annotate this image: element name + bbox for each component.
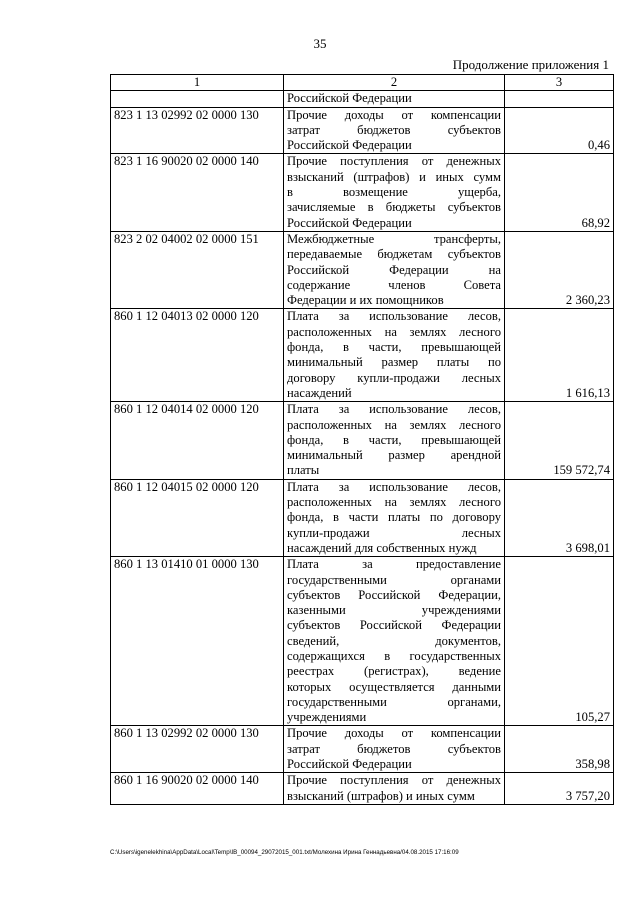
- description-line: субъектов Российской Федерации: [287, 618, 501, 633]
- description-line: Прочие поступления от денежных: [287, 154, 501, 169]
- budget-code-cell: 860 1 12 04013 02 0000 120: [111, 309, 284, 402]
- description-line: государственными органами,: [287, 694, 501, 709]
- table-header-row: [111, 75, 614, 91]
- description-line: Российской Федерации: [287, 138, 412, 153]
- description-line: Российской Федерации на: [287, 262, 501, 277]
- column-header-1: 1: [111, 75, 284, 91]
- description-line: учреждениями: [287, 710, 367, 725]
- description-line: в возмещение ущерба,: [287, 185, 501, 200]
- table-row: [111, 309, 614, 402]
- description-line: фонда, в части, превышающей: [287, 432, 501, 447]
- description-cell: [284, 726, 505, 773]
- amount-cell: 68,92: [505, 154, 614, 231]
- description-line: Прочие доходы от компенсации: [287, 107, 501, 122]
- description-line: затрат бюджетов субъектов: [287, 122, 501, 137]
- description-line: казенными учреждениями: [287, 603, 501, 618]
- description-line: сведений, документов,: [287, 633, 501, 648]
- budget-code-cell: 860 1 12 04015 02 0000 120: [111, 479, 284, 556]
- description-cell: [284, 309, 505, 402]
- page-number: 35: [313, 36, 327, 51]
- description-line: Российской Федерации: [287, 757, 412, 772]
- description-line: договору купли-продажи лесных: [287, 370, 501, 385]
- description-line: Плата за предоставление: [287, 557, 501, 572]
- amount-cell: 159 572,74: [505, 402, 614, 479]
- description-cell: [284, 107, 505, 154]
- budget-code-cell: 860 1 13 01410 01 0000 130: [111, 557, 284, 726]
- description-cell: [284, 231, 505, 308]
- description-line: государственными органами: [287, 572, 501, 587]
- budget-code-cell: 860 1 13 02992 02 0000 130: [111, 726, 284, 773]
- description-line: платы: [287, 463, 320, 478]
- description-line: расположенных на землях лесного: [287, 324, 501, 339]
- table-row: [111, 107, 614, 154]
- table-row: [111, 231, 614, 308]
- continuation-label: Продолжение приложения 1: [452, 57, 609, 72]
- description-line: зачисляемые в бюджеты субъектов: [287, 200, 501, 215]
- table-row: [111, 402, 614, 479]
- amount-cell: 0,46: [505, 107, 614, 154]
- description-line: Федерации и их помощников: [287, 293, 444, 308]
- budget-code-cell: 823 1 13 02992 02 0000 130: [111, 107, 284, 154]
- description-line: которых осуществляется данными: [287, 679, 501, 694]
- description-line: субъектов Российской Федерации,: [287, 587, 501, 602]
- description-line: минимальный размер арендной: [287, 448, 501, 463]
- table-row: [111, 479, 614, 556]
- table-row: [111, 154, 614, 231]
- description-line: Плата за использование лесов,: [287, 479, 501, 494]
- carry-over-amount: [505, 91, 614, 107]
- description-line: насаждений: [287, 385, 352, 400]
- description-line: расположенных на землях лесного: [287, 495, 501, 510]
- description-line: передаваемые бюджетам субъектов: [287, 247, 501, 262]
- description-line: купли-продажи лесных: [287, 525, 501, 540]
- description-line: Прочие поступления от денежных: [287, 773, 501, 788]
- description-line: затрат бюджетов субъектов: [287, 741, 501, 756]
- description-cell: [284, 773, 505, 805]
- description-line: Плата за использование лесов,: [287, 309, 501, 324]
- carry-over-row: [111, 91, 614, 107]
- table-row: [111, 773, 614, 805]
- amount-cell: 3 757,20: [505, 773, 614, 805]
- description-cell: [284, 154, 505, 231]
- description-line: Межбюджетные трансферты,: [287, 231, 501, 246]
- description-line: минимальный размер платы по: [287, 355, 501, 370]
- carry-over-text: Российской Федерации: [284, 91, 505, 107]
- table-row: [111, 726, 614, 773]
- description-line: Прочие доходы от компенсации: [287, 726, 501, 741]
- description-cell: [284, 557, 505, 726]
- column-header-2: 2: [284, 75, 505, 91]
- budget-code-cell: 823 2 02 04002 02 0000 151: [111, 231, 284, 308]
- carry-over-code: [111, 91, 284, 107]
- description-line: взысканий (штрафов) и иных сумм: [287, 169, 501, 184]
- description-cell: [284, 402, 505, 479]
- amount-cell: 3 698,01: [505, 479, 614, 556]
- amount-cell: 1 616,13: [505, 309, 614, 402]
- table-row: [111, 557, 614, 726]
- column-header-3: 3: [505, 75, 614, 91]
- description-line: фонда, в части, превышающей: [287, 340, 501, 355]
- budget-code-cell: 860 1 12 04014 02 0000 120: [111, 402, 284, 479]
- amount-cell: 105,27: [505, 557, 614, 726]
- description-line: расположенных на землях лесного: [287, 417, 501, 432]
- description-line: насаждений для собственных нужд: [287, 540, 477, 555]
- description-cell: [284, 479, 505, 556]
- description-line: реестрах (регистрах), ведение: [287, 664, 501, 679]
- amount-cell: 358,98: [505, 726, 614, 773]
- description-line: содержание членов Совета: [287, 277, 501, 292]
- description-line: взысканий (штрафов) и иных сумм: [287, 788, 475, 803]
- description-line: фонда, в части платы по договору: [287, 510, 501, 525]
- budget-code-cell: 823 1 16 90020 02 0000 140: [111, 154, 284, 231]
- revenue-table: [110, 74, 614, 805]
- description-line: содержащихся в государственных: [287, 648, 501, 663]
- footer-file-path: C:\Users\igenelekhina\AppData\Local\Temp\IB_00094_29072015_001.txt/Молехина Ирина Геннадьевна/04.08.2015 17:16:09: [110, 849, 459, 856]
- description-line: Плата за использование лесов,: [287, 402, 501, 417]
- budget-code-cell: 860 1 16 90020 02 0000 140: [111, 773, 284, 805]
- amount-cell: 2 360,23: [505, 231, 614, 308]
- description-line: Российской Федерации: [287, 215, 412, 230]
